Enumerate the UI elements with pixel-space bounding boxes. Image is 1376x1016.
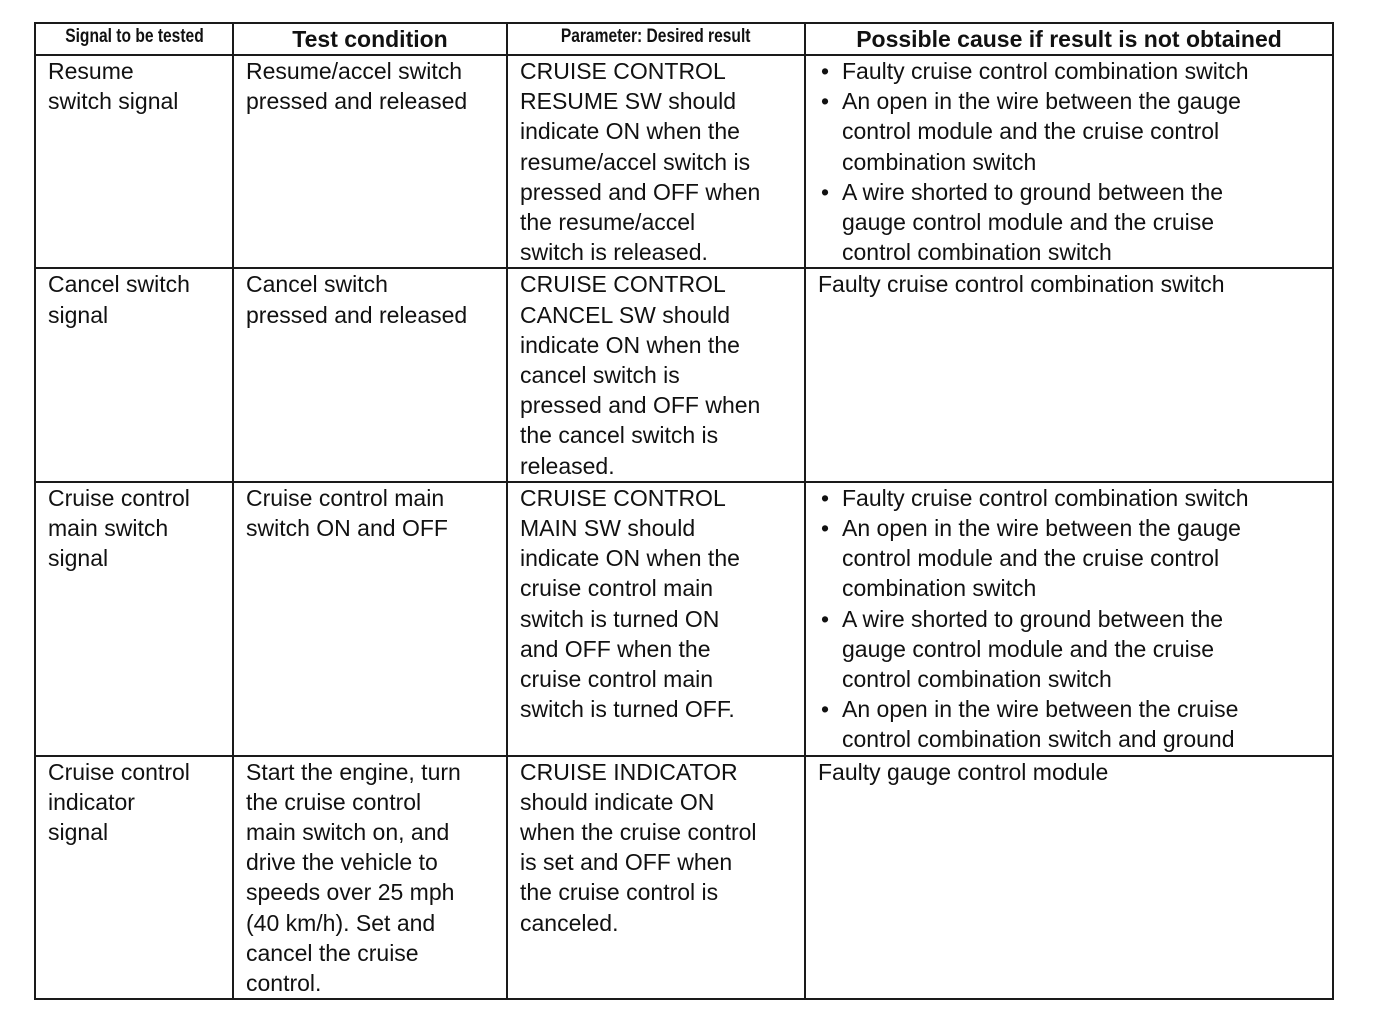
cell-desired-result: CRUISE INDICATOR should indicate ON when the cruise control is set and OFF when the cruise control is canceled. <box>507 756 805 1000</box>
cell-signal: Resume switch signal <box>35 55 233 268</box>
cell-desired-result: CRUISE CONTROL MAIN SW should indicate ON when the cruise control main switch is turned ON and OFF when the cruise control main switch is turned OFF. <box>507 482 805 756</box>
cell-possible-cause: Faulty gauge control module <box>805 756 1333 1000</box>
cause-item: • A wire shorted to ground between the gauge control module and the cruise control combination switch <box>818 604 1324 695</box>
cell-signal: Cruise control indicator signal <box>35 756 233 1000</box>
table-body <box>35 55 1333 999</box>
header-parameter-desired-result: Parameter: Desired result <box>507 23 805 55</box>
header-row <box>35 23 1333 55</box>
signal-test-table <box>34 22 1334 1000</box>
cell-signal: Cruise control main switch signal <box>35 482 233 756</box>
table-row-resume-switch <box>35 55 1333 268</box>
cell-desired-result: CRUISE CONTROL CANCEL SW should indicate ON when the cancel switch is pressed and OFF when the cancel switch is released. <box>507 268 805 481</box>
table-row-indicator <box>35 756 1333 1000</box>
cause-item: • A wire shorted to ground between the gauge control module and the cruise control combination switch <box>818 177 1324 268</box>
cell-test-condition: Cancel switch pressed and released <box>233 268 507 481</box>
cause-list <box>818 483 1324 755</box>
table-row-main-switch <box>35 482 1333 756</box>
header-possible-cause: Possible cause if result is not obtained <box>805 23 1333 55</box>
cell-desired-result: CRUISE CONTROL RESUME SW should indicate ON when the resume/accel switch is pressed and OFF when the resume/accel switch is released. <box>507 55 805 268</box>
cell-test-condition: Cruise control main switch ON and OFF <box>233 482 507 756</box>
cause-item: • Faulty cruise control combination switch <box>818 56 1324 86</box>
cell-possible-cause: Faulty cruise control combination switch <box>805 268 1333 481</box>
cell-test-condition: Resume/accel switch pressed and released <box>233 55 507 268</box>
cell-test-condition: Start the engine, turn the cruise control main switch on, and drive the vehicle to speeds over 25 mph (40 km/h). Set and cancel the cruise control. <box>233 756 507 1000</box>
table-row-cancel-switch <box>35 268 1333 481</box>
cell-possible-cause <box>805 482 1333 756</box>
header-signal-to-be-tested: Signal to be tested <box>35 23 233 55</box>
cause-list <box>818 56 1324 267</box>
cause-item: • Faulty cruise control combination switch <box>818 483 1324 513</box>
table-header <box>35 23 1333 55</box>
cell-possible-cause <box>805 55 1333 268</box>
cause-item: • An open in the wire between the cruise control combination switch and ground <box>818 694 1324 754</box>
cause-item: • An open in the wire between the gauge control module and the cruise control combination switch <box>818 513 1324 604</box>
cause-item: • An open in the wire between the gauge control module and the cruise control combination switch <box>818 86 1324 177</box>
cell-signal: Cancel switch signal <box>35 268 233 481</box>
header-test-condition: Test condition <box>233 23 507 55</box>
